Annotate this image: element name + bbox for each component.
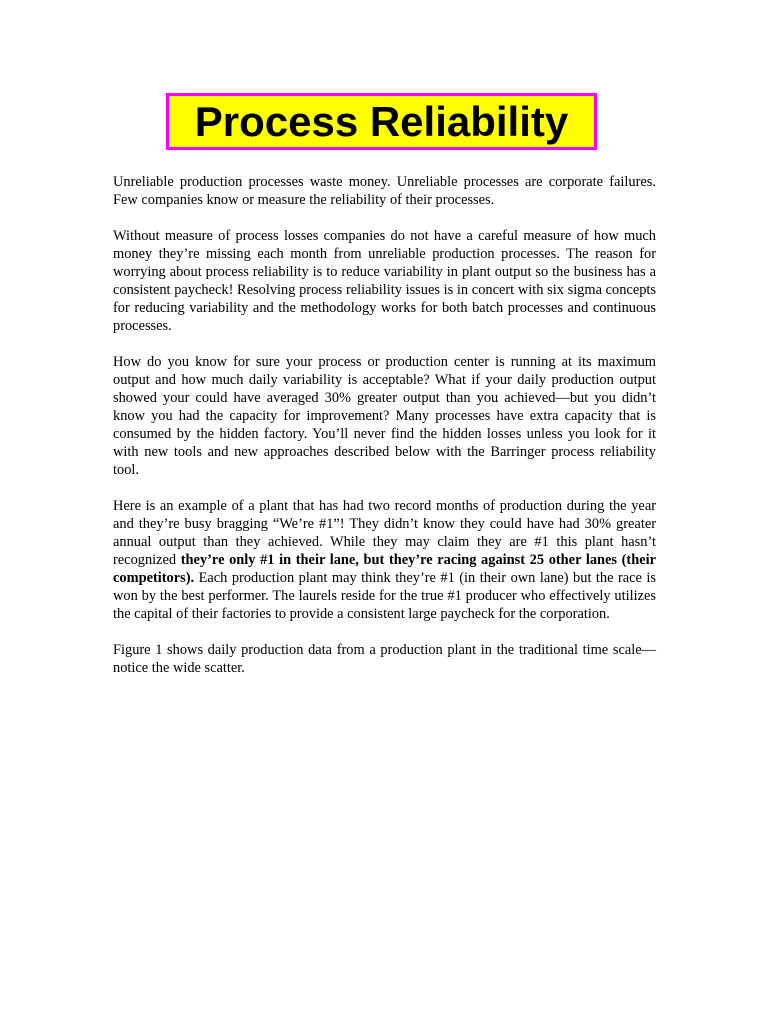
paragraph-4-bold-text: they’re only #1 in their lane, but they’re racing against 25 other lanes (their competitors). xyxy=(113,552,657,586)
body-text xyxy=(113,173,656,695)
paragraph-2: Without measure of process losses companies do not have a careful measure of how much money they’re missing each month from unreliable production processes. The reason for worrying about process reliability is to reduce variability in plant output so the business has a consistent paycheck! Resolving process reliability issues is in concert with six sigma concepts for reducing variability and the methodology works for both batch processes and continuous processes. xyxy=(113,228,656,334)
paragraph-3: How do you know for sure your process or production center is running at its maximum output and how much daily variability is acceptable? What if your daily production output showed your could have averaged 30% greater output than you achieved—but you didn’t know you had the capacity for improvement? Many processes have extra capacity that is consumed by the hidden factory. You’ll never find the hidden losses unless you look for it with new tools and new approaches described below with the Barringer process reliability tool. xyxy=(113,354,656,478)
paragraph-4-text-end: Each production plant may think they’re #1 (in their own lane) but the race is won by the best performer. The laurels reside for the true #1 producer who effectively utilizes the capital of their factories to provide a consistent large paycheck for the corporation. xyxy=(113,570,656,622)
paragraph-1: Unreliable production processes waste money. Unreliable processes are corporate failures. Few companies know or measure the reliability of their processes. xyxy=(113,174,656,208)
paragraph-4 xyxy=(113,497,656,623)
page-title: Process Reliability xyxy=(194,97,569,145)
title-box xyxy=(166,93,597,150)
paragraph-5: Figure 1 shows daily production data from a production plant in the traditional time scale—notice the wide scatter. xyxy=(113,642,656,676)
paragraph-4-text-start: Here is an example of a plant that has had two record months of production during the year and they’re busy bragging “We’re #1”! They didn’t know they could have had 30% greater annual output than they achieved. While they may claim they are #1 this plant hasn’t recognized xyxy=(113,498,656,568)
